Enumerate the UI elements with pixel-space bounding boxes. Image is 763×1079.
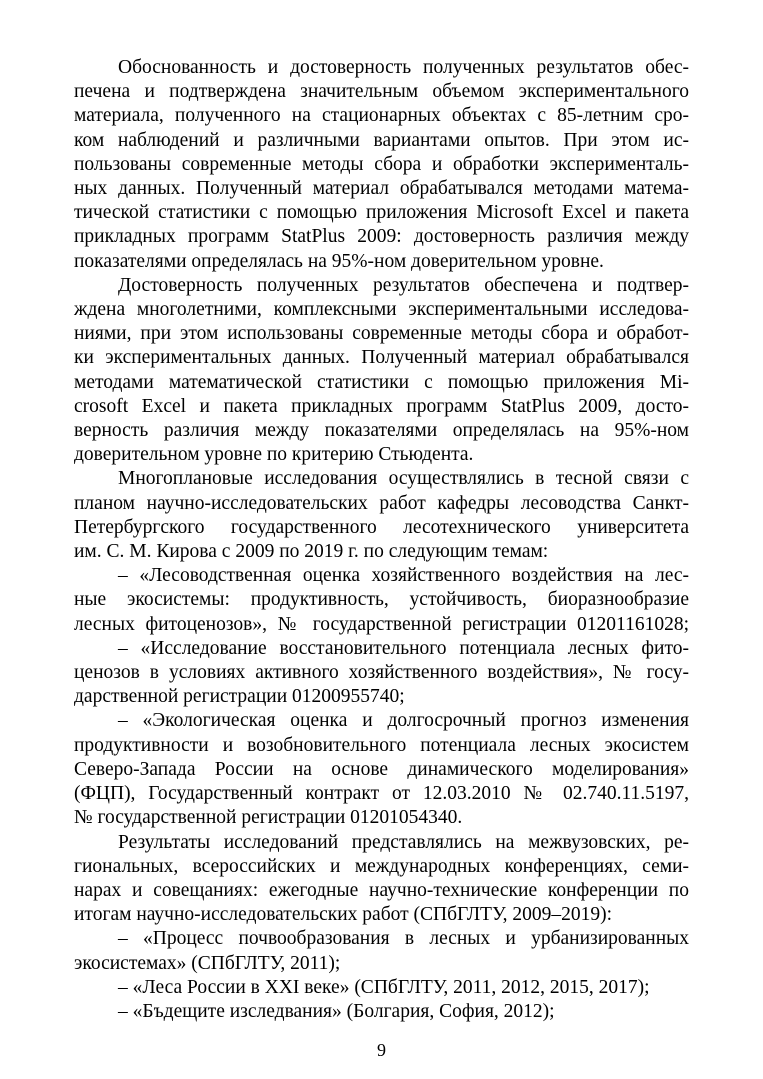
text-line: планом научно-исследовательских работ кафедры лесоводства Санкт- <box>74 492 689 514</box>
text-line: ных данных. Полученный материал обрабатывался методами матема- <box>74 178 689 200</box>
text-line: верность различия между показателями определялась на 95%-ном <box>74 420 689 442</box>
text-line: тической статистики с помощью приложения Microsoft Excel и пакета <box>74 202 689 224</box>
text-line: Достоверность полученных результатов обеспечена и подтвер- <box>118 274 689 296</box>
text-line: продуктивности и возобновительного потенциала лесных экосистем <box>74 734 689 756</box>
text-line: ком наблюдений и различными вариантами опытов. При этом ис- <box>74 129 689 151</box>
text-line: итогам научно-исследовательских работ (СПбГЛТУ, 2009–2019): <box>74 904 612 926</box>
text-line: ки экспериментальных данных. Полученный материал обрабатывался <box>74 347 689 369</box>
text-line: № государственной регистрации 01201054340. <box>74 807 463 829</box>
text-line: – «Экологическая оценка и долгосрочный прогноз изменения <box>118 710 689 732</box>
text-line: гиональных, всероссийских и международных конференциях, семи- <box>74 855 689 877</box>
text-line: дарственной регистрации 01200955740; <box>74 686 405 708</box>
text-line: показателями определялась на 95%-ном доверительном уровне. <box>74 250 604 272</box>
paragraph-2 <box>74 274 689 468</box>
text-line: им. С. М. Кирова с 2009 по 2019 г. по следующим темам: <box>74 541 549 563</box>
text-line: Северо-Запада России на основе динамического моделирования» <box>74 758 689 780</box>
text-line: – «Лесоводственная оценка хозяйственного воздействия на лес- <box>118 565 689 587</box>
body-text <box>74 56 689 1024</box>
text-line: методами математической статистики с помощью приложения Mi- <box>74 371 689 393</box>
paragraph-3 <box>74 467 689 564</box>
text-line: ные экосистемы: продуктивность, устойчивость, биоразнообразие <box>74 589 689 611</box>
list-item-conference-1 <box>74 927 689 975</box>
text-line: – «Процесс почвообразования в лесных и урбанизированных <box>118 928 689 950</box>
text-line: лесных фитоценозов», № государственной регистрации 01201161028; <box>74 613 689 635</box>
text-line: пользованы современные методы сбора и обработки эксперименталь- <box>74 153 689 175</box>
text-line: (ФЦП), Государственный контракт от 12.03.2010 № 02.740.11.5197, <box>74 783 689 805</box>
text-line: материала, полученного на стационарных объектах с 85-летним сро- <box>74 105 689 127</box>
text-line: ниями, при этом использованы современные методы сбора и обработ- <box>74 323 689 345</box>
text-line: экосистемах» (СПбГЛТУ, 2011); <box>74 952 341 974</box>
text-line: – «Леса России в XXI веке» (СПбГЛТУ, 2011, 2012, 2015, 2017); <box>118 976 650 998</box>
text-line: Обоснованность и достоверность полученных результатов обес- <box>118 57 689 78</box>
text-line: Петербургского государственного лесотехнического университета <box>74 516 689 538</box>
paragraph-1 <box>74 56 689 274</box>
text-line: ценозов в условиях активного хозяйственного воздействия», № госу- <box>74 662 689 684</box>
text-line: Результаты исследований представлялись на межвузовских, ре- <box>118 831 689 853</box>
list-item-topic-3 <box>74 709 689 830</box>
text-line: печена и подтверждена значительным объемом экспериментального <box>74 81 689 103</box>
text-line: crosoft Excel и пакета прикладных программ StatPlus 2009, досто- <box>74 395 689 417</box>
text-line: нарах и совещаниях: ежегодные научно-технические конференции по <box>74 879 689 901</box>
list-item-topic-2 <box>74 637 689 710</box>
list-item-topic-1 <box>74 564 689 637</box>
list-item-conference-2 <box>74 976 689 1000</box>
page-number: 9 <box>377 1040 386 1060</box>
text-line: – «Бъдещите изследвания» (Болгария, София, 2012); <box>118 1000 555 1022</box>
list-item-conference-3 <box>74 1000 689 1024</box>
text-line: прикладных программ StatPlus 2009: достоверность различия между <box>74 226 689 248</box>
text-line: доверительном уровне по критерию Стьюдента. <box>74 444 474 466</box>
text-line: ждена многолетними, комплексными экспериментальными исследова- <box>74 299 689 321</box>
text-line: – «Исследование восстановительного потенциала лесных фито- <box>118 637 689 659</box>
text-line: Многоплановые исследования осуществлялись в тесной связи с <box>118 468 689 490</box>
paragraph-4 <box>74 831 689 928</box>
